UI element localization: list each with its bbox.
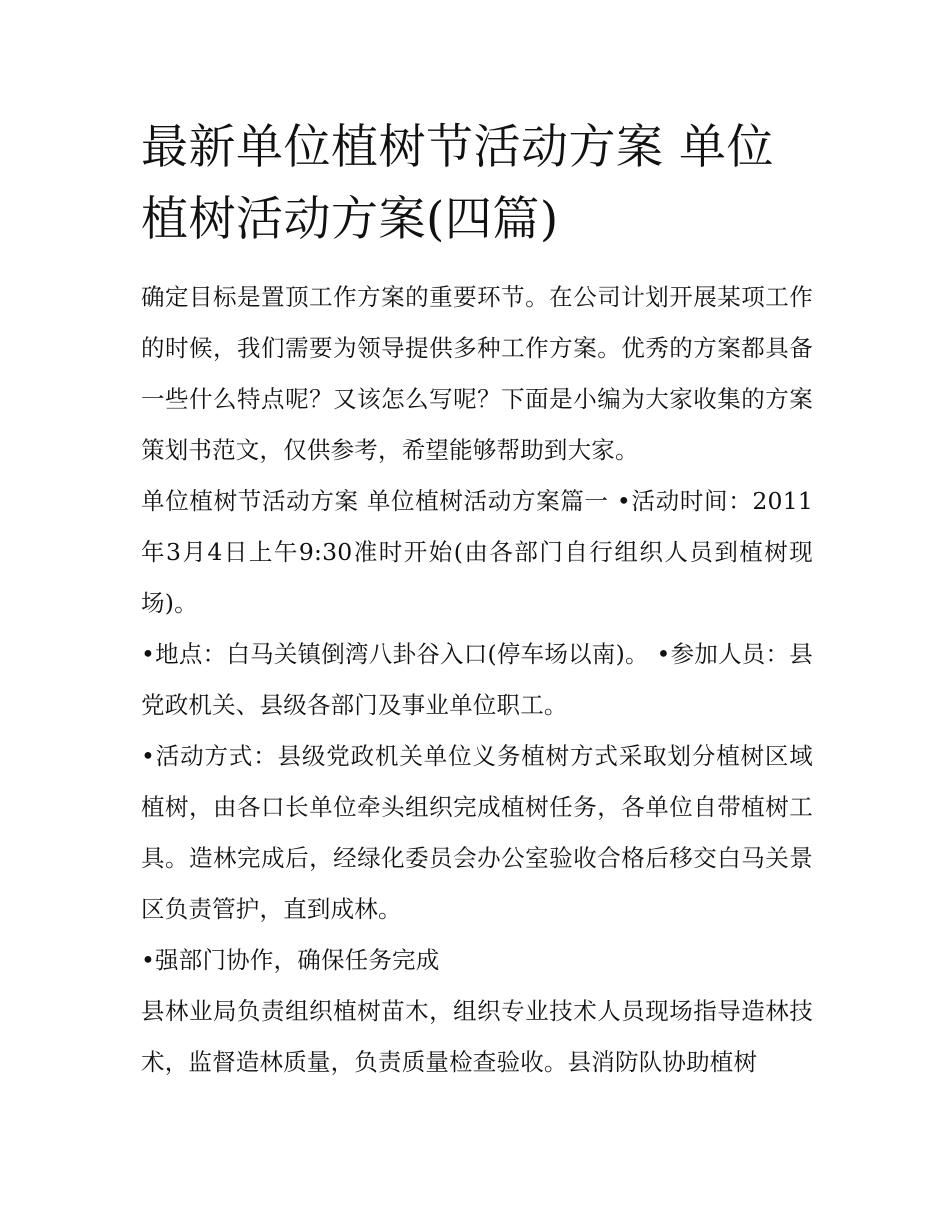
activity-time-paragraph: 单位植树节活动方案 单位植树活动方案篇一 •活动时间：2011年3月4日上午9:30准时开始(由各部门自行组织人员到植树现场)。 [141, 487, 813, 617]
location-participants-paragraph: •地点：白马关镇倒湾八卦谷入口(停车场以南)。 •参加人员：县党政机关、县级各部门及事业单位职工。 [141, 640, 813, 719]
document-body [141, 112, 813, 1088]
forestry-bureau-paragraph: 县林业局负责组织植树苗木，组织专业技术人员现场指导造林技术，监督造林质量，负责质量检查验收。县消防队协助植树 [141, 997, 813, 1076]
cooperation-heading-paragraph: •强部门协作，确保任务完成 [141, 946, 440, 974]
intro-paragraph: 确定目标是置顶工作方案的重要环节。在公司计划开展某项工作的时候，我们需要为领导提供多种工作方案。优秀的方案都具备一些什么特点呢？又该怎么写呢？下面是小编为大家收集的方案策划书范文，仅供参考，希望能够帮助到大家。 [141, 283, 813, 464]
document-title: 最新单位植树节活动方案 单位植树活动方案(四篇) [141, 120, 774, 247]
activity-method-paragraph: •活动方式：县级党政机关单位义务植树方式采取划分植树区域植树，由各口长单位牵头组织完成植树任务，各单位自带植树工具。造林完成后，经绿化委员会办公室验收合格后移交白马关景区负责管护，直到成林。 [141, 742, 813, 923]
